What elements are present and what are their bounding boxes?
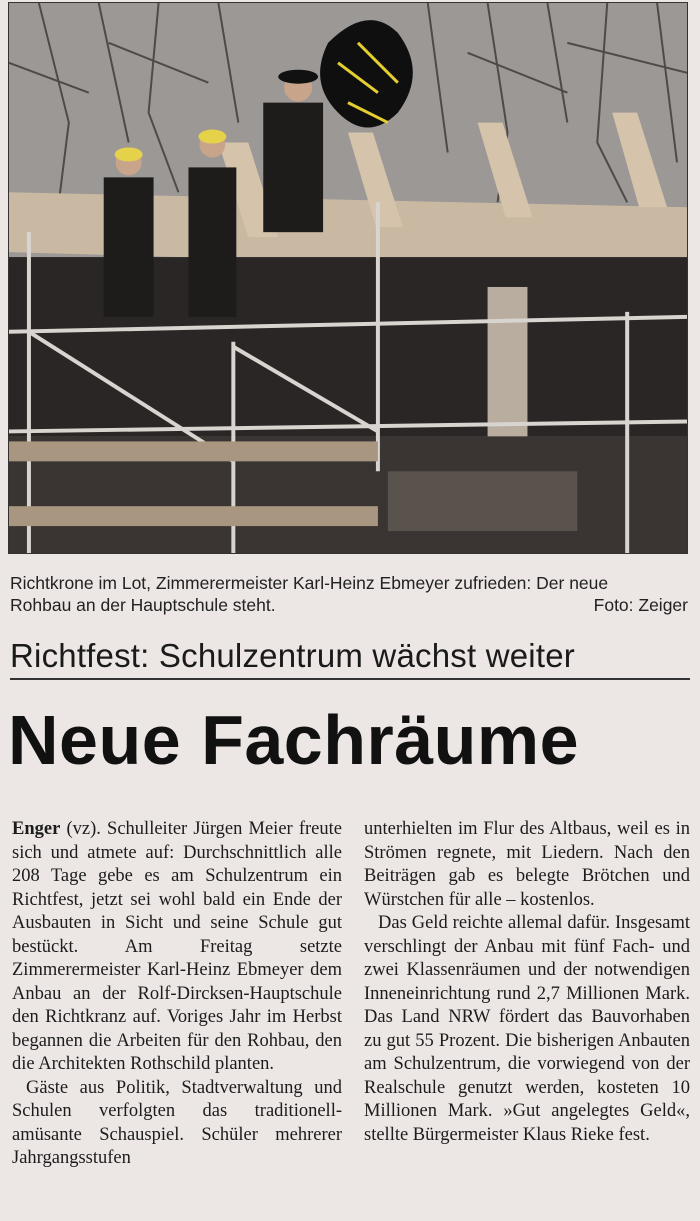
article-paragraph: Das Geld reichte allemal dafür. Insgesamt verschlingt der Anbau mit fünf Fach- und zwei Klassenräumen und der notwendigen Inneneinrichtung rund 2,7 Millionen Mark. Das Land NRW fördert das Bauvorhaben zu gut 55 Prozent. Die bisherigen Anbauten am Schulzentrum, die vorwiegend von der Realschule genutzt werden, kosteten 10 Millionen Mark. »Gut angelegtes Geld«, stellte Bürgermeister Klaus Rieke fest. (364, 913, 690, 1145)
construction-photo-illustration (9, 3, 687, 553)
article-column-right (364, 818, 690, 1147)
headline: Neue Fachräume (8, 701, 580, 779)
article-paragraph (12, 818, 342, 1077)
article-paragraph: Gäste aus Politik, Stadtverwaltung und Schulen verfolgten das traditionell-amüsante Schauspiel. Schüler mehrerer Jahrgangsstufen (12, 1077, 342, 1168)
subheadline: Richtfest: Schulzentrum wächst weiter (10, 636, 690, 680)
caption-line-1: Richtkrone im Lot, Zimmerermeister Karl-Heinz Ebmeyer zufrieden: Der neue (10, 573, 609, 593)
paragraph-text: (vz). Schulleiter Jürgen Meier freute sich und atmete auf: Durchschnittlich alle 208 Tage gebe es am Schulzentrum ein Richtfest, jetzt sei wohl bald ein Ende der Ausbauten in Sicht und seine Schule gut bestückt. Am Freitag setzte Zimmerermeister Karl-Heinz Ebmeyer dem Anbau an der Rolf-Dircksen-Hauptschule den Richtkranz auf. Voriges Jahr im Herbst begannen die Arbeiten für den Rohbau, den die Architekten Rothschild planten. (12, 819, 342, 1074)
caption-line-2: Rohbau an der Hauptschule steht. (10, 595, 276, 615)
dateline: Enger (12, 819, 61, 839)
newspaper-photo (8, 2, 688, 554)
photo-credit: Foto: Zeiger (593, 595, 688, 615)
article-paragraph: unterhielten im Flur des Altbaus, weil es in Strömen regnete, mit Liedern. Nach den Beiträgen gab es belegte Brötchen und Würstchen für alle – kostenlos. (364, 819, 690, 910)
photo-caption (10, 572, 688, 616)
article-column-left (12, 818, 342, 1171)
